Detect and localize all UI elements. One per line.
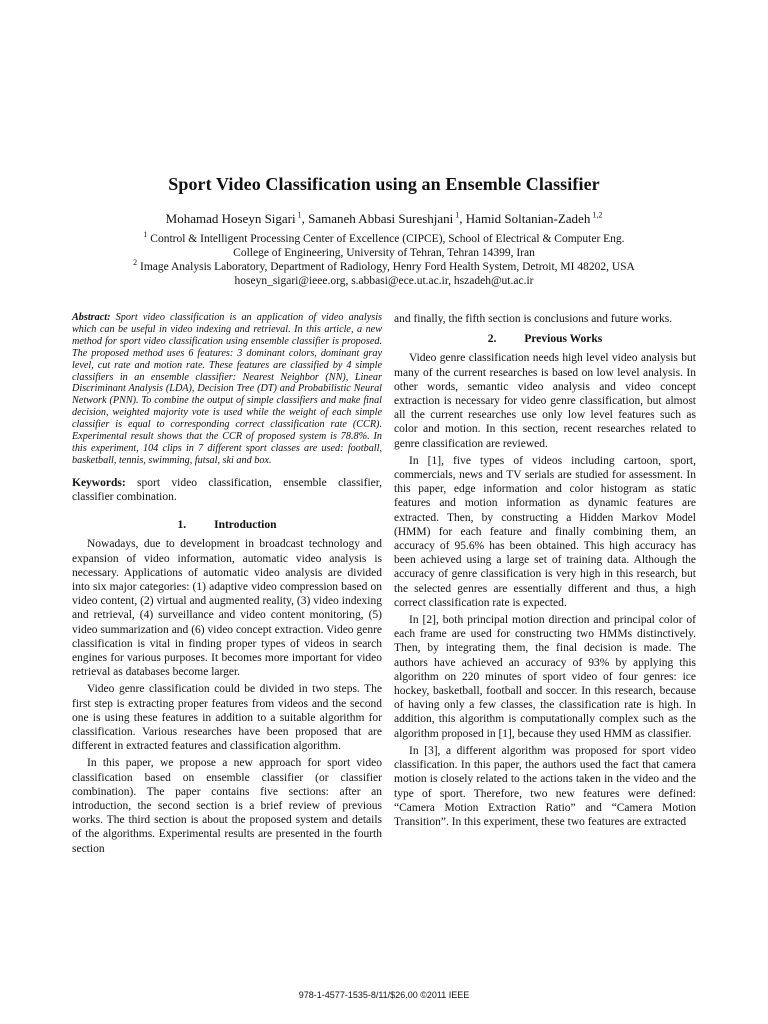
paragraph: In [2], both principal motion direction and principal color of each frame are used for constructing two HMMs distinctively. Then, by integrating them, the final decision is made. The authors have achieved an accuracy of 93% by applying this algorithm on 220 minutes of sport video of four genres: ice hockey, basketball, football and soccer. In this research, because of having only a few classes, the classification rate is high. In addition, this algorithm is computationally complex such as the algorithm proposed in [1], because they used HMM as classifier. bbox=[394, 614, 696, 740]
copyright-footer: 978-1-4577-1535-8/11/$26.00 ©2011 IEEE bbox=[298, 990, 470, 1000]
paragraph: In [1], five types of videos including cartoon, sport, commercials, news and TV serials are studied for assessment. In this paper, edge information and color histogram as static features and motion information as dynamic features are extracted. Then, by constructing a Hidden Markov Model (HMM) for each feature and finally combining them, an accuracy of 95.6% has been obtained. This high accuracy has been achieved using a large set of training data. Although the accuracy of genre classification is very high in this research, but the selected genres are essentially different and thus, a high correct classification rate is expected. bbox=[394, 454, 696, 609]
abstract-text: Sport video classification is an application of video analysis which can be useful in video indexing and retrieval. In this article, a new method for sport video classification using ensemble classifier is proposed. The proposed method uses 6 features: 3 dominant colors, dominant gray level, cut rate and motion rate. These features are classified by 4 simple classifiers in an ensemble classifier: Nearest Neighbor (NN), Linear Discriminant Analysis (LDA), Decision Tree (DT) and Probabilistic Neural Network (PNN). To combine the output of simple classifiers and make final decision, weighted majority vote is used while the weight of each simple classifier is equal to corresponding correct classification rate (CCR). Experimental result shows that the CCR of proposed system is 78.8%. In this experiment, 104 clips in 7 different sport classes are used: football, basketball, tennis, swimming, futsal, ski and box. bbox=[72, 312, 382, 466]
paper-title: Sport Video Classification using an Ensemble Classifier bbox=[168, 174, 600, 194]
abstract-label: Abstract: bbox=[72, 312, 111, 323]
author-name: Hamid Soltanian-Zadeh bbox=[465, 211, 591, 226]
author-list: Mohamad Hoseyn Sigari $^1$, Samaneh Abbasi Sureshjani $^1$, Hamid Soltanian-Zadeh $^{1,2}$ bbox=[165, 210, 603, 226]
paragraph: Video genre classification needs high level video analysis but many of the current researches is based on low level analysis. In other words, semantic video analysis and video concept extraction is necessary for video genre classification, but almost all the current researches use only low level features such as color and motion. In this section, recent researches related to genre classification are reviewed. bbox=[394, 352, 696, 450]
affiliation-1: $^1$ Control & Intelligent Processing Center of Excellence (CIPCE), School of Electrical & Computer Eng. bbox=[143, 230, 625, 245]
paragraph: In [3], a different algorithm was proposed for sport video classification. In this paper, the authors used the fact that camera motion is closely related to the actions taken in the video and the type of sport. Therefore, two new features were defined: “Camera Motion Extraction Ratio” and “Camera Motion Transition”. In this experiment, these two features are extracted bbox=[394, 744, 696, 828]
keywords bbox=[72, 476, 382, 504]
author-name: Mohamad Hoseyn Sigari bbox=[165, 211, 296, 226]
paragraph: In this paper, we propose a new approach for sport video classification based on ensemble classifier (or classifier combination). The paper contains five sections: after an introduction, the second section is a brief review of previous works. The third section is about the proposed system and details of the algorithms. Experimental results are presented in the fourth section bbox=[72, 757, 382, 855]
keywords-text: sport video classification, ensemble classifier, classifier combination. bbox=[72, 476, 382, 503]
author-affiliation-mark: 1,2 bbox=[592, 210, 603, 220]
author-name: Samaneh Abbasi Sureshjani bbox=[308, 211, 454, 226]
author-affiliation-mark: 1 bbox=[297, 210, 302, 220]
paragraph: Video genre classification could be divided in two steps. The first step is extracting proper features from videos and the second one is using these features in addition to a suitable algorithm for classification. Various researches have been proposed that are different in extracted features and classification algorithm. bbox=[72, 683, 382, 753]
author-emails: hoseyn_sigari@ieee.org, s.abbasi@ece.ut.ac.ir, hszadeh@ut.ac.ir bbox=[234, 275, 534, 287]
affiliation-2: $^2$ Image Analysis Laboratory, Department of Radiology, Henry Ford Health System, Detroit, MI 48202, USA bbox=[133, 258, 635, 273]
right-column bbox=[394, 312, 696, 832]
abstract bbox=[72, 312, 382, 467]
affiliation-1-line-2: College of Engineering, University of Tehran, Tehran 14399, Iran bbox=[233, 247, 535, 259]
paragraph: Nowadays, due to development in broadcast technology and expansion of video information, automatic video analysis is necessary. Applications of automatic video analysis are divided into six major categories: (1) adaptive video compression based on video content, (2) virtual and augmented reality, (3) video indexing and retrieval, (4) surveillance and video content monitoring, (5) video summarization and (6) video concept extraction. Video genre classification is vital in finding proper types of videos in search engines for various purposes. It becomes more important for video retrieval as databases become larger. bbox=[72, 538, 382, 679]
paragraph: and finally, the fifth section is conclusions and future works. bbox=[394, 313, 673, 325]
section-heading-previous-works: 2. Previous Works bbox=[487, 333, 603, 346]
left-column bbox=[72, 312, 382, 859]
author-affiliation-mark: 1 bbox=[455, 210, 460, 220]
section-heading-introduction: 1. Introduction bbox=[177, 519, 277, 532]
keywords-label: Keywords: bbox=[72, 476, 126, 489]
